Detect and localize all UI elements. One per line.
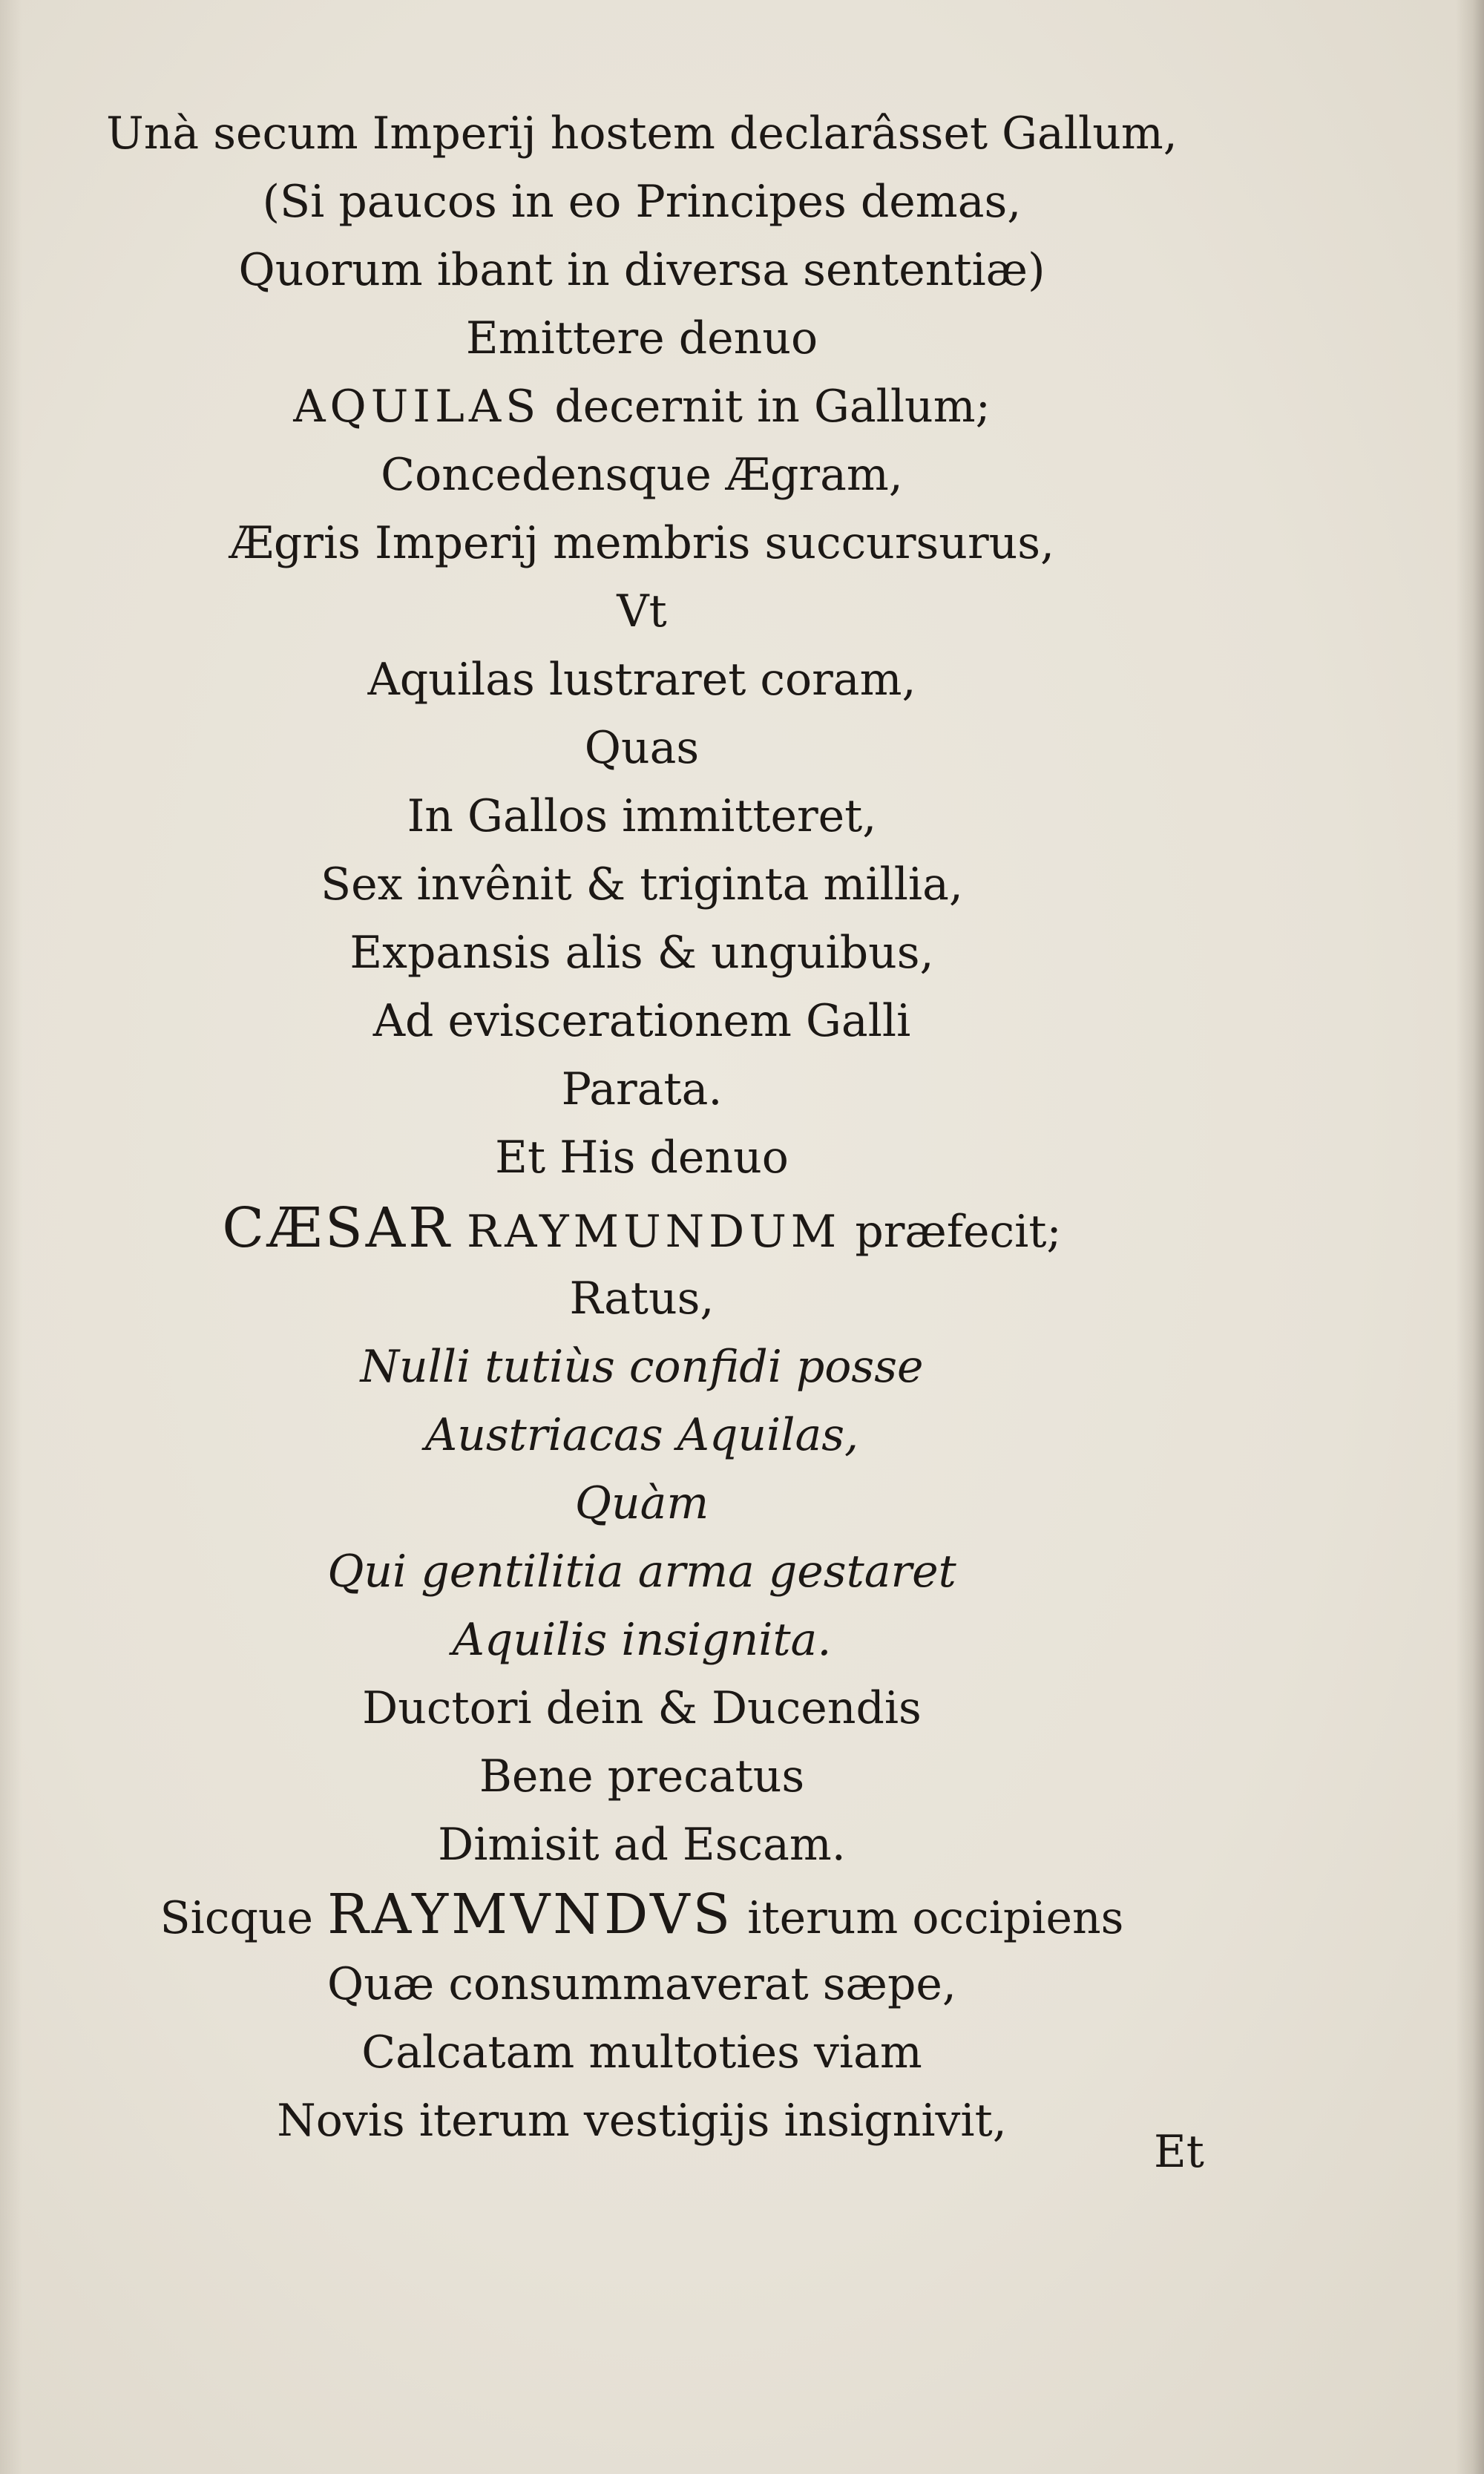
poem-line — [0, 1198, 1284, 1261]
line-post: iterum occipiens — [733, 1892, 1124, 1944]
poem-line — [0, 2023, 1284, 2082]
line-text: Ad eviscerationem Galli — [372, 995, 911, 1047]
poem-line — [0, 1955, 1284, 2014]
line-emphasis: AQUILAS — [293, 381, 541, 433]
line-emphasis: CÆSAR — [222, 1196, 453, 1260]
line-text: Calcatam multoties viam — [361, 2027, 922, 2078]
line-text: Et His denuo — [495, 1132, 789, 1184]
poem-line — [0, 309, 1284, 368]
line-text: In Gallos immitteret, — [407, 790, 877, 842]
line-text: Nulli tutiùs confidi posse — [360, 1341, 924, 1393]
poem-line — [0, 650, 1284, 709]
poem-line — [0, 1885, 1284, 1948]
poem-line — [0, 582, 1284, 641]
line-text: Dimisit ad Escam. — [438, 1819, 846, 1871]
poem-line — [0, 1128, 1284, 1187]
poem-line — [0, 1679, 1284, 1738]
poem-line — [0, 923, 1284, 982]
poem-line — [0, 1474, 1284, 1533]
poem-line — [0, 445, 1284, 505]
line-text: Unà secum Imperij hostem declarâsset Gallum, — [106, 108, 1178, 160]
line-text: Novis iterum vestigijs insignivit, — [277, 2095, 1007, 2147]
line-text: Aquilis insignita. — [452, 1614, 832, 1666]
poem-line — [0, 1610, 1284, 1670]
poem-line — [0, 1060, 1284, 1119]
line-emphasis: RAYMVNDVS — [327, 1883, 734, 1946]
page-edge-shadow — [1456, 0, 1484, 2474]
line-post: decernit in Gallum; — [540, 381, 991, 433]
line-text: Austriacas Aquilas, — [424, 1409, 859, 1461]
line-text: Emittere denuo — [465, 312, 818, 364]
line-text: Concedensque Ægram, — [381, 449, 903, 501]
line-text: Expansis alis & unguibus, — [349, 927, 934, 979]
line-text: Bene precatus — [479, 1750, 805, 1802]
line-text: Quæ consummaverat sæpe, — [327, 1958, 956, 2010]
line-text: Ægris Imperij membris succursurus, — [229, 517, 1055, 569]
line-mid — [453, 1206, 467, 1258]
line-text: Qui gentilitia arma gestaret — [327, 1546, 956, 1598]
poem-line — [0, 377, 1284, 436]
line-text: Quorum ibant in diversa sententiæ) — [238, 244, 1045, 296]
line-text: Aquilas lustraret coram, — [367, 654, 916, 706]
poem-line — [0, 2091, 1284, 2150]
poem-line — [0, 172, 1284, 232]
line-text: Sex invênit & triginta millia, — [321, 859, 963, 910]
poem-line — [0, 1747, 1284, 1806]
poem-line — [0, 1815, 1284, 1874]
poem-line — [0, 787, 1284, 846]
line-emphasis-2: RAYMUNDUM — [466, 1206, 841, 1258]
line-text: Ratus, — [569, 1273, 715, 1325]
poem-line — [0, 513, 1284, 573]
catchword: Et — [1154, 2126, 1204, 2178]
poem-line — [0, 240, 1284, 300]
line-text: Vt — [617, 585, 667, 637]
poem-line — [0, 1542, 1284, 1601]
poem-line — [0, 1405, 1284, 1465]
line-text: Quas — [584, 722, 700, 774]
line-text: Quàm — [574, 1477, 709, 1529]
line-text: Parata. — [561, 1063, 723, 1115]
poem-line — [0, 1337, 1284, 1397]
line-text: (Si paucos in eo Principes demas, — [262, 176, 1022, 228]
poem-line — [0, 1269, 1284, 1328]
line-text: Ductori dein & Ducendis — [362, 1682, 922, 1734]
line-post: præfecit; — [841, 1206, 1062, 1258]
poem-line — [0, 991, 1284, 1051]
poem-line — [0, 855, 1284, 914]
poem-line — [0, 104, 1284, 163]
line-pre: Sicque — [160, 1892, 328, 1944]
poem-line — [0, 718, 1284, 778]
